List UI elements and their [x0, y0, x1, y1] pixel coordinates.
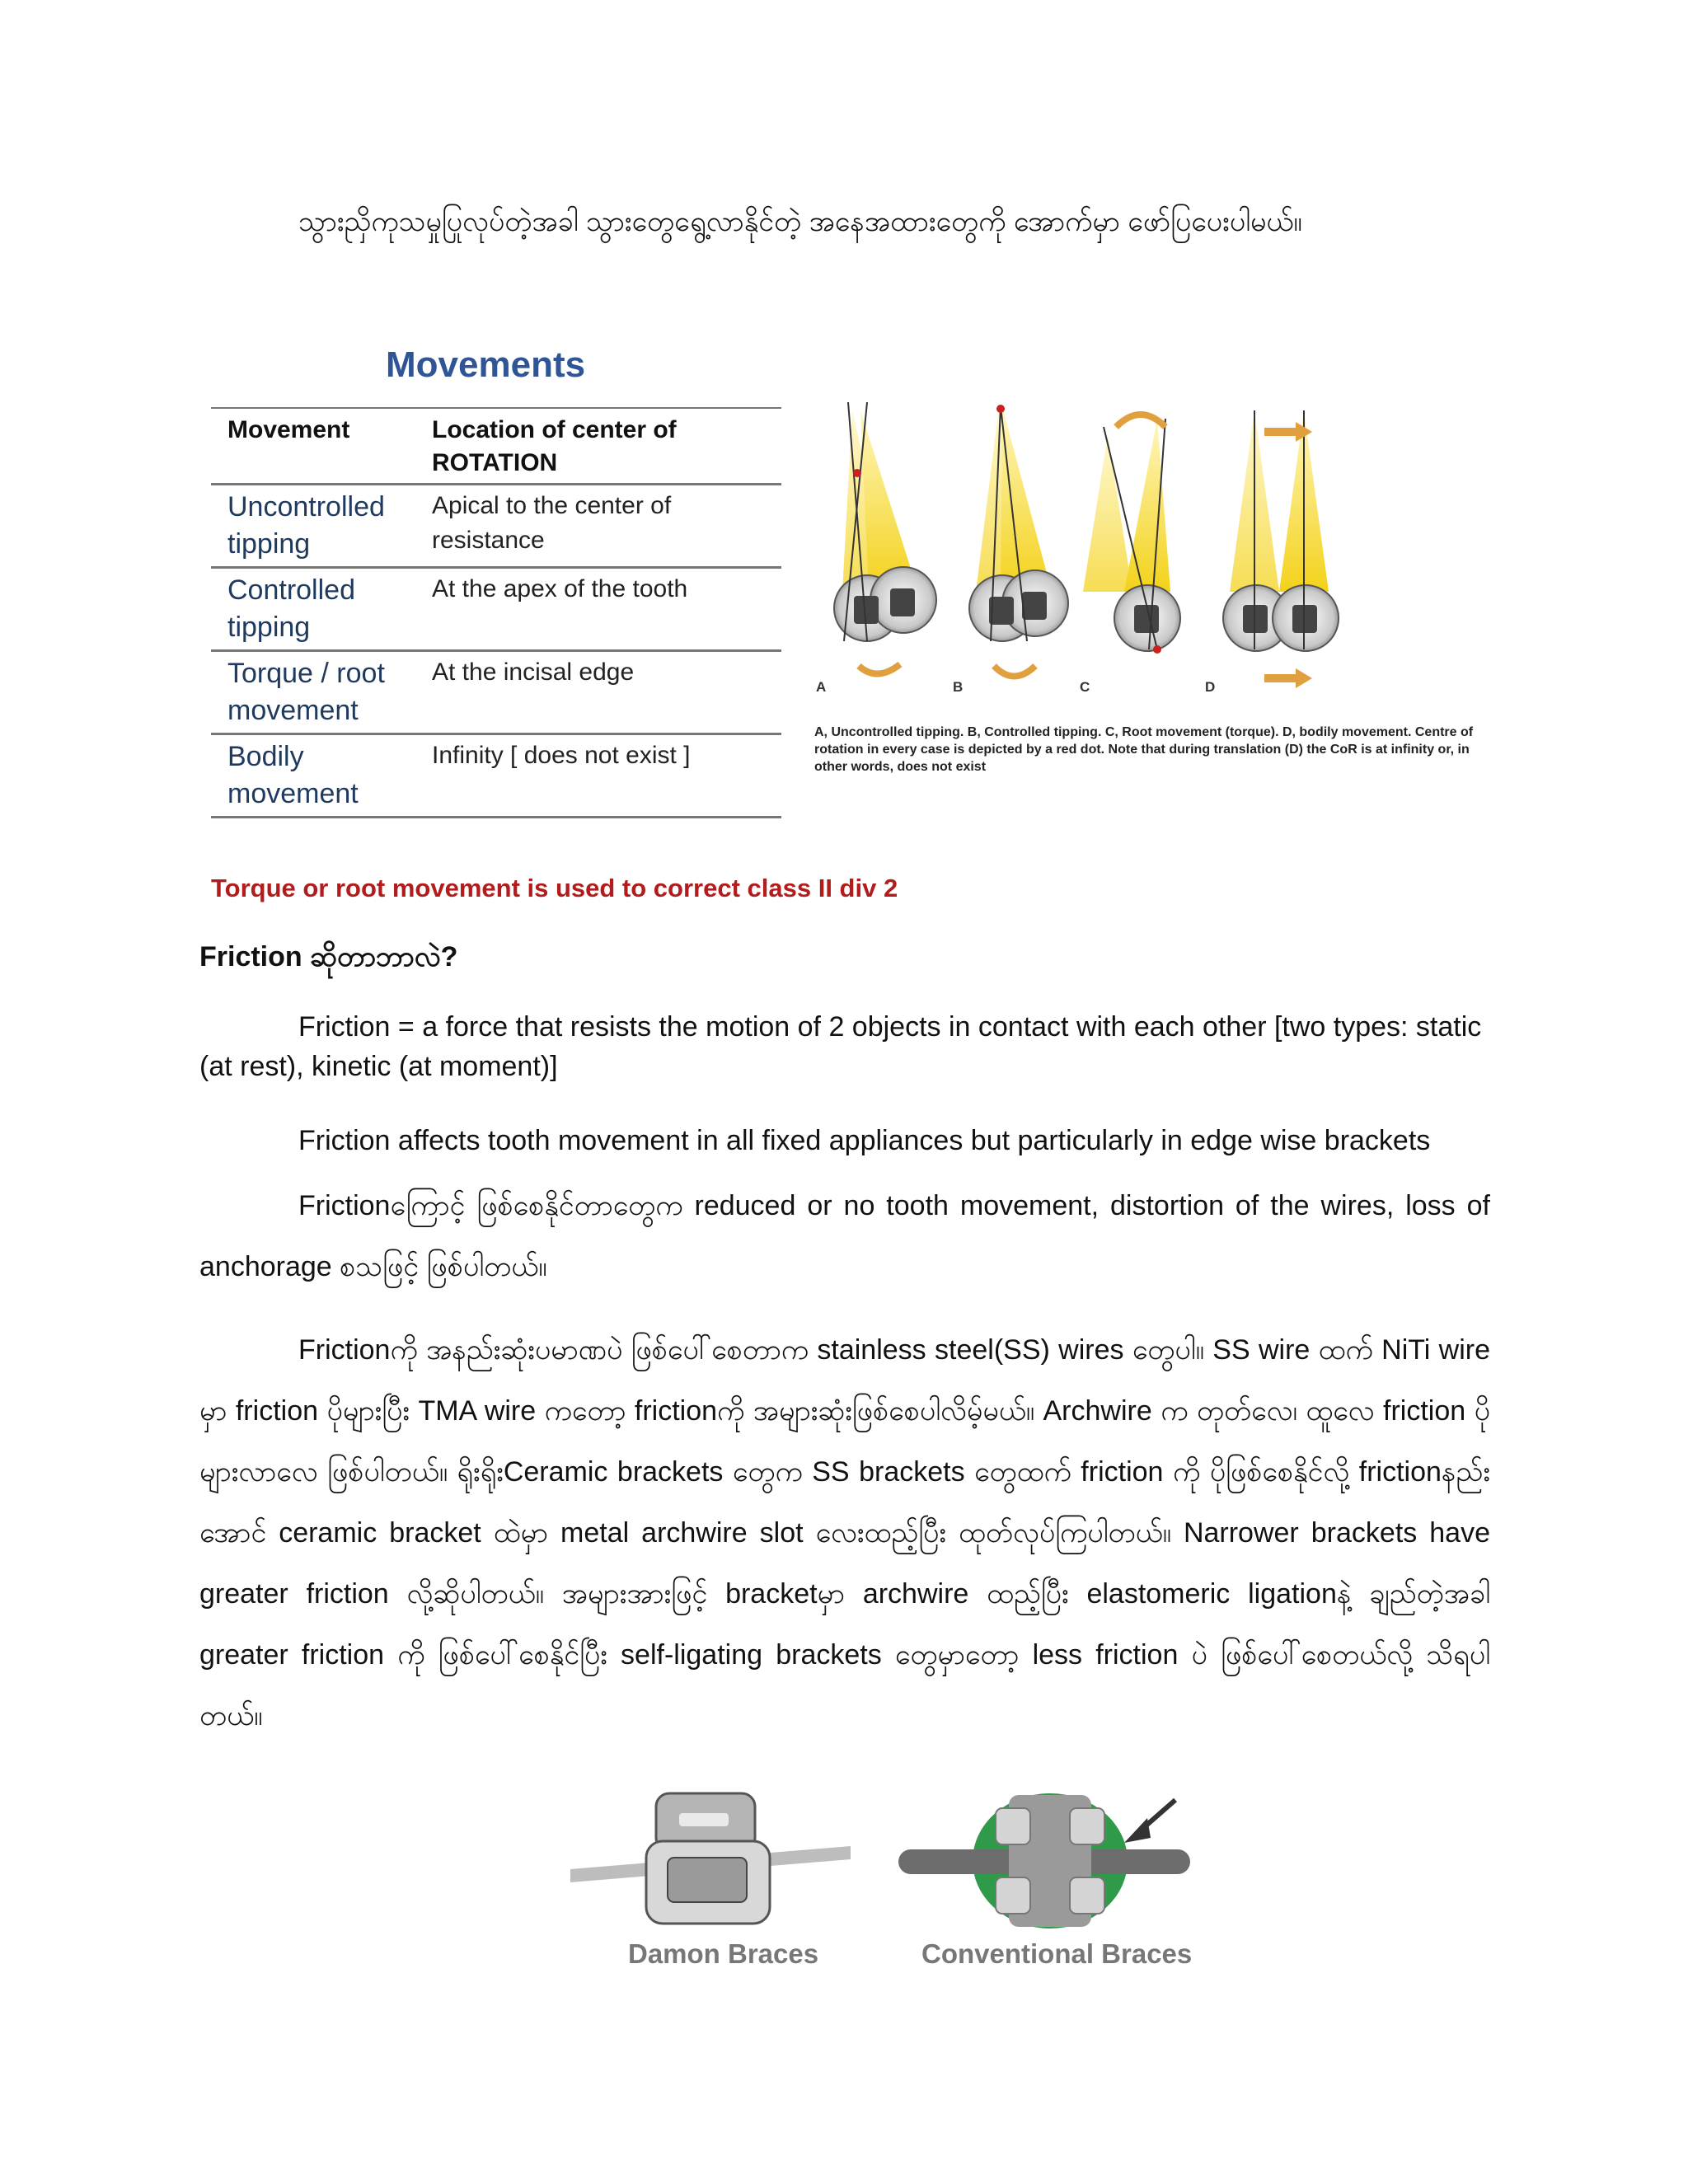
movement-cell: Torque / root movement: [211, 651, 415, 734]
conventional-bracket: [898, 1793, 1190, 1929]
figure-letter-a: A: [816, 679, 827, 695]
figure-letter-c: C: [1080, 679, 1090, 695]
figure-letter-d: D: [1205, 679, 1216, 695]
location-cell: Apical to the center of resistance: [415, 485, 781, 568]
table-row: [211, 651, 781, 734]
friction-effect: Friction affects tooth movement in all fixed appliances but particularly in edge wise brackets: [298, 1125, 1431, 1156]
torque-note: Torque or root movement is used to correct class II div 2: [211, 874, 898, 902]
movement-cell: Uncontrolled tipping: [211, 485, 415, 568]
intro-paragraph: သွားညှိကုသမှုပြုလုပ်တဲ့အခါ သွားတွေရွေ့လာနိုင်တဲ့ အနေအထားတွေကို အောက်မှာ ဖော်ပြပေးပါမယ်။: [298, 206, 1302, 237]
braces-figure: [564, 1783, 1207, 1981]
friction-heading: Friction ဆိုတာဘာလဲ?: [199, 941, 458, 972]
tooth-b: [969, 405, 1068, 677]
movements-table: [211, 407, 781, 818]
location-cell: At the apex of the tooth: [415, 568, 781, 651]
location-cell: At the incisal edge: [415, 651, 781, 734]
movement-cell: Bodily movement: [211, 734, 415, 818]
tooth-movement-illustration: [811, 402, 1355, 715]
tooth-a: [834, 402, 936, 674]
damon-bracket: [570, 1793, 851, 1924]
tooth-movement-figure: [811, 402, 1355, 715]
conventional-braces-label: Conventional Braces: [921, 1938, 1193, 1969]
table-row: [211, 568, 781, 651]
figure-letter-b: B: [953, 679, 964, 695]
movements-title: Movements: [386, 344, 586, 385]
table-row: [211, 734, 781, 818]
damon-braces-label: Damon Braces: [628, 1938, 819, 1969]
header-movement: Movement: [211, 408, 415, 485]
header-location: Location of center of ROTATION: [415, 408, 781, 485]
friction-details: Frictionကို အနည်းဆုံးပမာဏပဲ ဖြစ်ပေါ်စေတာက stainless steel(SS) wires တွေပါ။ SS wire ထက် NiTi wire မှာ friction ပိုများပြီး TMA wire ကတော့ frictionကို အများဆုံးဖြစ်စေပါလိမ့်မယ်။ Archwire က တုတ်လေ၊ ထူလေ friction ပိုများလာလေ ဖြစ်ပါတယ်။ ရိုးရိုးCeramic brackets တွေက SS brackets တွေထက် friction ကို ပိုဖြစ်စေနိုင်လို့ frictionနည်းအောင် ceramic bracket ထဲမှာ metal archwire slot လေးထည့်ပြီး ထုတ်လုပ်ကြပါတယ်။ Narrower brackets have greater friction လို့ဆိုပါတယ်။ အများအားဖြင့် bracketမှာ archwire ထည့်ပြီး elastomeric ligationနဲ့ ချည်တဲ့အခါ greater friction ကို ဖြစ်ပေါ်စေနိုင်ပြီး self-ligating brackets တွေမှာတော့ less friction ပဲ ဖြစ်ပေါ်စေတယ်လို့ သိရပါတယ်။: [199, 1334, 1490, 1732]
figure-caption: A, Uncontrolled tipping. B, Controlled tipping. C, Root movement (torque). D, bodily movement. Centre of rotation in every case is depicted by a red dot. Note that during translation (D) the CoR is at infinity or, in other words, does not exist: [814, 725, 1474, 774]
tooth-c: [1083, 415, 1180, 654]
movement-cell: Controlled tipping: [211, 568, 415, 651]
table-row: [211, 485, 781, 568]
friction-consequences: Frictionကြောင့် ဖြစ်စေနိုင်တာတွေက reduced or no tooth movement, distortion of the wires, loss of anchorage စသဖြင့် ဖြစ်ပါတယ်။: [199, 1190, 1490, 1282]
braces-illustration: [564, 1783, 1207, 1940]
friction-definition: Friction = a force that resists the motion of 2 objects in contact with each other [two types: static (at rest), kinetic (at moment)]: [199, 1011, 1482, 1082]
table-header-row: [211, 408, 781, 485]
tooth-d: [1223, 410, 1339, 688]
location-cell: Infinity [ does not exist ]: [415, 734, 781, 818]
